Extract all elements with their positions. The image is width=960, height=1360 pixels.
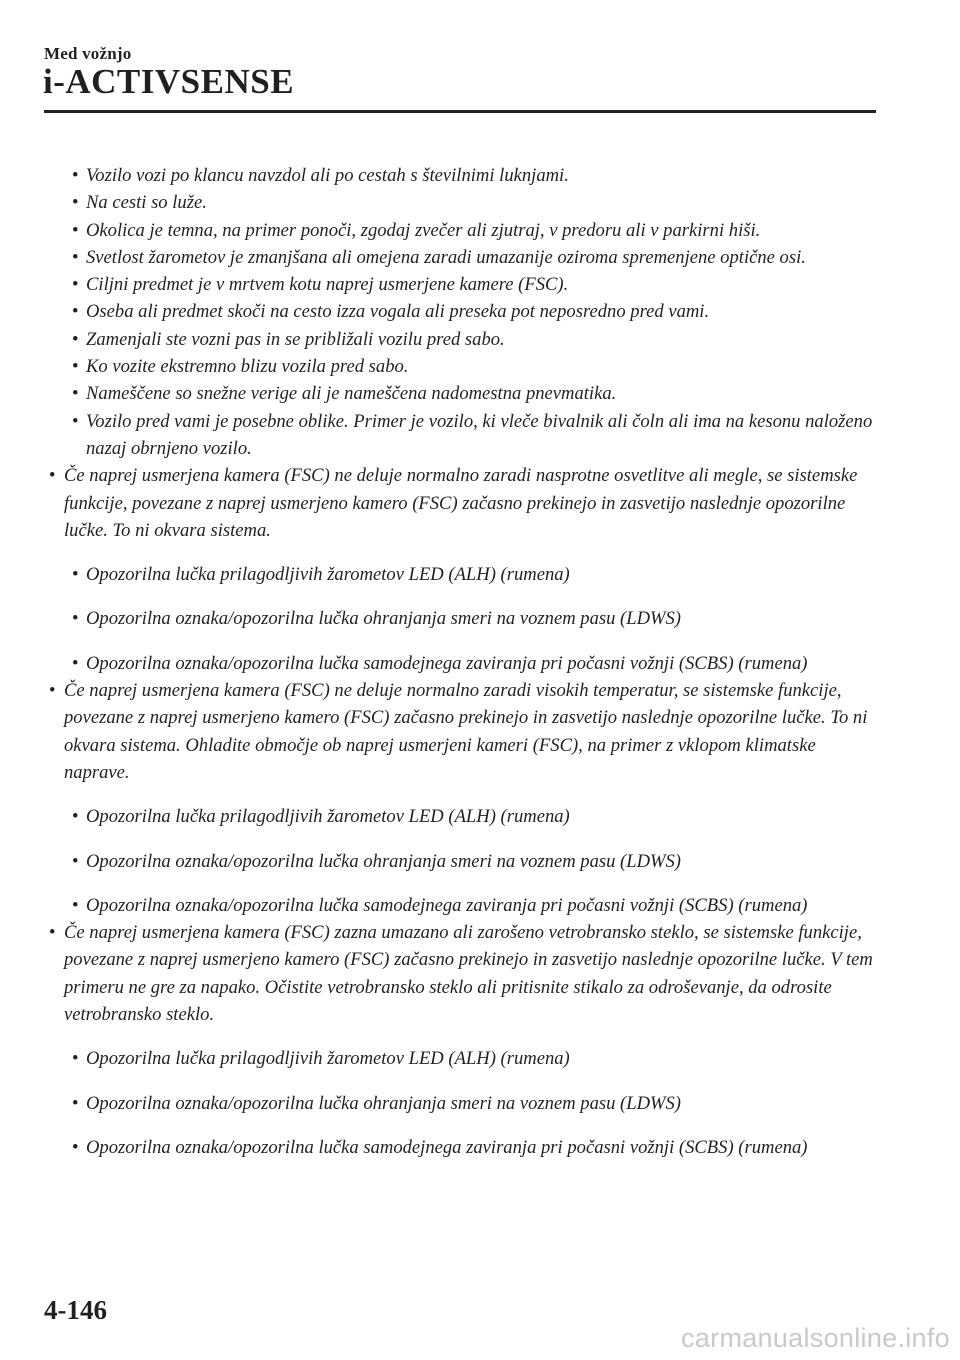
bullet-icon: • <box>72 356 79 378</box>
list-item-text: Ko vozite ekstremno blizu vozila pred sabo. <box>86 356 409 378</box>
bullet-icon: • <box>72 246 79 268</box>
list-item <box>48 919 878 1028</box>
list-item <box>48 380 878 407</box>
list-item <box>48 1134 878 1161</box>
bullet-icon: • <box>72 652 79 674</box>
list-item-text: Ciljni predmet je v mrtvem kotu naprej usmerjene kamere (FSC). <box>86 274 569 296</box>
list-item-text: Opozorilna oznaka/opozorilna lučka ohranjanja smeri na voznem pasu (LDWS) <box>86 1092 681 1114</box>
list-item <box>48 244 878 271</box>
list-item <box>48 162 878 189</box>
list-item-text: Okolica je temna, na primer ponoči, zgodaj zvečer ali zjutraj, v predoru ali v parkirni hiši. <box>86 219 761 241</box>
bullet-icon: • <box>72 894 79 916</box>
list-item-text: Zamenjali ste vozni pas in se približali vozilu pred sabo. <box>86 328 505 350</box>
list-item <box>48 1090 878 1117</box>
bullet-icon: • <box>49 680 56 702</box>
list-item <box>48 561 878 588</box>
bullet-icon: • <box>72 410 79 432</box>
list-item <box>48 803 878 830</box>
bullet-icon: • <box>72 219 79 241</box>
list-item-text: Opozorilna lučka prilagodljivih žarometov LED (ALH) (rumena) <box>86 1048 570 1070</box>
bullet-icon: • <box>72 383 79 405</box>
bullet-icon: • <box>49 465 56 487</box>
bullet-icon: • <box>72 328 79 350</box>
list-item-text: Opozorilna lučka prilagodljivih žarometov LED (ALH) (rumena) <box>86 564 570 586</box>
list-item-text: Opozorilna lučka prilagodljivih žarometov LED (ALH) (rumena) <box>86 806 570 828</box>
list-item-text: Če naprej usmerjena kamera (FSC) ne deluje normalno zaradi nasprotne osvetlitve ali megle, se sistemske funkcije, povezane z naprej usmerjeno kamero (FSC) začasno prekinejo in zasvetijo naslednje opozorilne lučke. To ni okvara sistema. <box>64 465 858 541</box>
list-item-text: Opozorilna oznaka/opozorilna lučka ohranjanja smeri na voznem pasu (LDWS) <box>86 850 681 872</box>
list-item <box>48 271 878 298</box>
bullet-icon: • <box>72 1092 79 1114</box>
list-item-text: Če naprej usmerjena kamera (FSC) ne deluje normalno zaradi visokih temperatur, se sistemske funkcije, povezane z naprej usmerjeno kamero (FSC) začasno prekinejo in zasvetijo naslednje opozorilne lučke. To ni okvara sistema. Ohladite območje ob naprej usmerjeni kameri (FSC), na primer z vklopom klimatske naprave. <box>64 680 868 783</box>
bullet-icon: • <box>72 806 79 828</box>
list-item-text: Nameščene so snežne verige ali je nameščena nadomestna pnevmatika. <box>86 383 617 405</box>
list-item <box>48 326 878 353</box>
bullet-icon: • <box>72 850 79 872</box>
bullet-icon: • <box>72 608 79 630</box>
page-title: i-ACTIVSENSE <box>43 62 295 101</box>
list-item-text: Opozorilna oznaka/opozorilna lučka samodejnega zaviranja pri počasni vožnji (SCBS) (rumena) <box>86 652 808 674</box>
list-item-text: Oseba ali predmet skoči na cesto izza vogala ali preseka pot neposredno pred vami. <box>86 301 710 323</box>
list-item-text: Vozilo vozi po klancu navzdol ali po cestah s številnimi luknjami. <box>86 165 569 186</box>
list-item <box>48 217 878 244</box>
list-item-text: Svetlost žarometov je zmanjšana ali omejena zaradi umazanije oziroma spremenjene optične osi. <box>86 246 806 268</box>
list-item <box>48 892 878 919</box>
bullet-icon: • <box>72 1048 79 1070</box>
watermark: carmanualsonline.info <box>681 1323 950 1353</box>
list-item-text: Če naprej usmerjena kamera (FSC) zazna umazano ali zarošeno vetrobransko steklo, se sistemske funkcije, povezane z naprej usmerjeno kamero (FSC) začasno prekinejo in zasvetijo naslednje opozorilne lučke. V tem primeru ne gre za napako. Očistite vetrobransko steklo ali pritisnite stikalo za odroševanje, da odrosite vetrobransko steklo. <box>64 922 873 1026</box>
list-item <box>48 462 878 544</box>
list-item <box>48 189 878 216</box>
list-item <box>48 408 878 463</box>
bullet-icon: • <box>72 301 79 323</box>
bullet-icon: • <box>72 192 79 214</box>
page-number: 4-146 <box>44 1295 107 1325</box>
list-item <box>48 848 878 875</box>
bullet-icon: • <box>49 922 56 944</box>
list-item <box>48 605 878 632</box>
list-item <box>48 298 878 325</box>
list-item <box>48 1045 878 1072</box>
list-item-text: Opozorilna oznaka/opozorilna lučka samodejnega zaviranja pri počasni vožnji (SCBS) (rumena) <box>86 894 808 916</box>
list-item-text: Vozilo pred vami je posebne oblike. Primer je vozilo, ki vleče bivalnik ali čoln ali ima na kesonu naloženo nazaj obrnjeno vozilo. <box>86 410 873 459</box>
list-item <box>48 353 878 380</box>
list-item-text: Opozorilna oznaka/opozorilna lučka ohranjanja smeri na voznem pasu (LDWS) <box>86 608 681 630</box>
content-body <box>48 162 878 1161</box>
list-item-text: Na cesti so luže. <box>86 192 207 214</box>
list-item <box>48 677 878 786</box>
bullet-icon: • <box>72 274 79 296</box>
section-label: Med vožnjo <box>44 44 132 63</box>
header-divider <box>44 110 876 113</box>
bullet-icon: • <box>72 564 79 586</box>
bullet-icon: • <box>72 1136 79 1158</box>
list-item <box>48 650 878 677</box>
list-item-text: Opozorilna oznaka/opozorilna lučka samodejnega zaviranja pri počasni vožnji (SCBS) (rumena) <box>86 1136 808 1158</box>
bullet-icon: • <box>72 165 79 186</box>
